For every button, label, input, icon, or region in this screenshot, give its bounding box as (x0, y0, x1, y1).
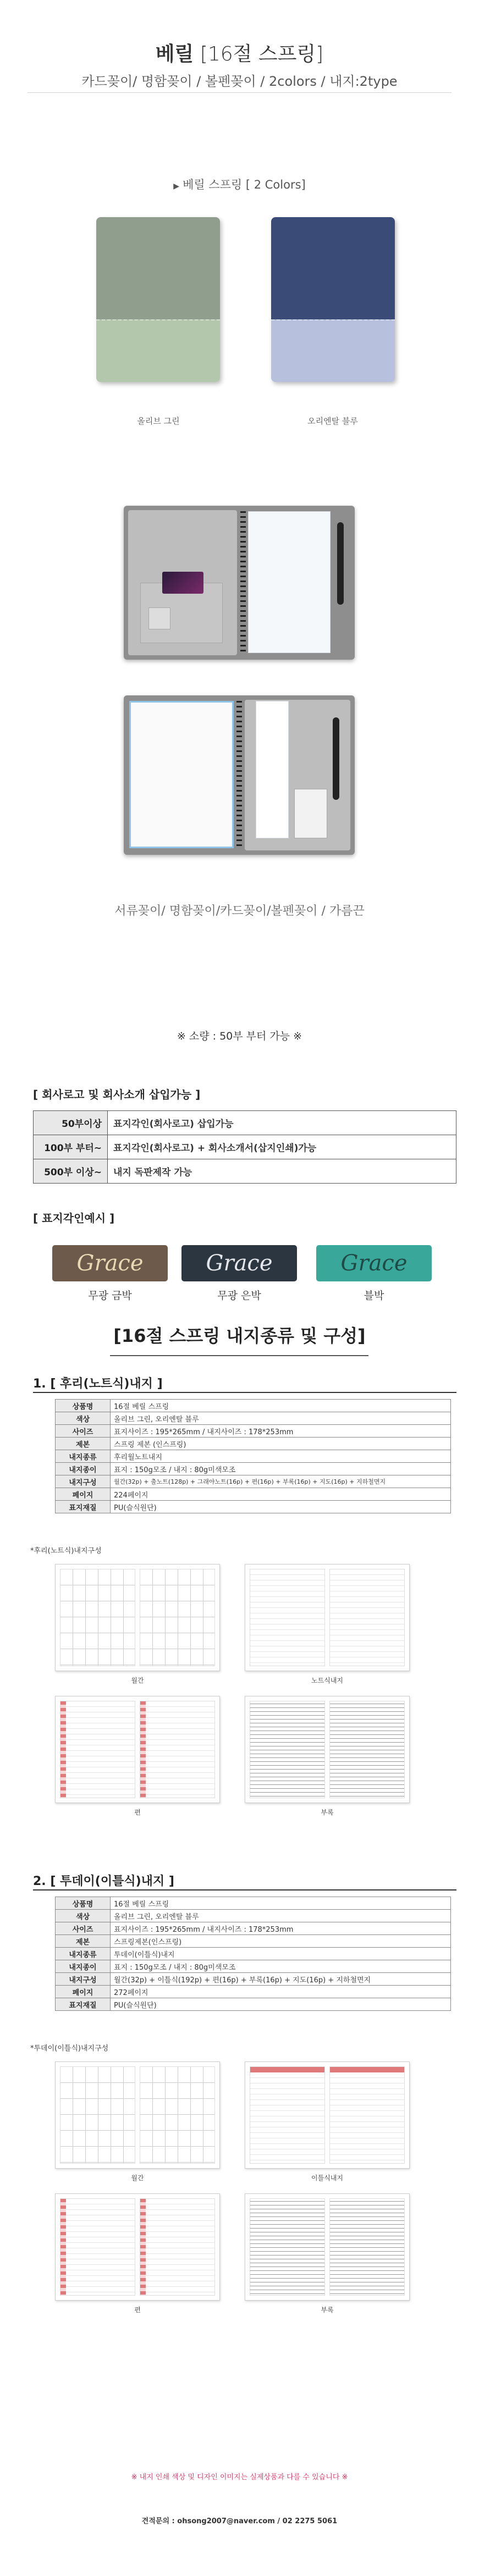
page-left (250, 1569, 325, 1666)
spec-key: 내지종이 (56, 1463, 111, 1475)
spec-key: 표지재질 (56, 1501, 111, 1513)
thumb-caption: 월간 (131, 2174, 144, 2182)
table-row (56, 1948, 451, 1960)
product-title (0, 38, 479, 67)
emboss-heading: [ 표지각인예시 ] (33, 1212, 115, 1225)
spec-value: 월간(32p) + 출노트(128p) + 그래야노트(16p) + 편(16p) + 부록(16p) + 지도(16p) + 지하철면지 (111, 1475, 451, 1488)
page-accent (140, 2199, 146, 2295)
spec-key: 사이즈 (56, 1425, 111, 1438)
table-row (56, 1973, 451, 1986)
page-right (140, 1701, 215, 1798)
thumb-two-day-pages (245, 2061, 410, 2169)
diary-cover-bottom (96, 319, 220, 382)
emboss-caption-silver: 무광 은박 (217, 1290, 261, 1302)
table-row (56, 1400, 451, 1412)
emboss-caption-blind: 블박 (364, 1290, 384, 1302)
spec-key: 상품명 (56, 1897, 111, 1910)
spec-key: 제본 (56, 1438, 111, 1450)
emboss-badge-blind: Grace (316, 1245, 432, 1281)
imprint-table (33, 1110, 456, 1184)
diary-cover-bottom (271, 319, 395, 382)
spec-value: 16절 베릴 스프링 (111, 1400, 451, 1412)
table-row (56, 1922, 451, 1935)
table-row (56, 1450, 451, 1463)
spec-value: 표지 : 150g모조 / 내지 : 80g미색모조 (111, 1960, 451, 1973)
product-subtitle: 카드꽂이/ 명함꽂이 / 볼펜꽂이 / 2colors / 내지:2type (81, 74, 398, 89)
spec-value: 표지사이즈 : 195*265mm / 내지사이즈 : 178*253mm (111, 1425, 451, 1438)
pen (333, 717, 339, 800)
imprint-heading: [ 회사로고 및 회사소개 삽입가능 ] (33, 1088, 201, 1101)
emboss-badge-gold: Grace (52, 1245, 168, 1281)
imprint-qty: 500부 이상~ (34, 1159, 108, 1184)
emboss-badge-silver: Grace (181, 1245, 297, 1281)
table-row (56, 1998, 451, 2011)
pen-pocket-sheet (256, 701, 289, 838)
imprint-qty: 100부 부터~ (34, 1135, 108, 1159)
thumb-monthly (55, 1564, 220, 1671)
type1-structure-label: *후리(노트식)내지구성 (30, 1547, 102, 1555)
thumb-caption: 월간 (131, 1677, 144, 1684)
page-accent (140, 1701, 146, 1798)
thumb-appendix (245, 1696, 410, 1803)
minimum-order-notice: ※ 소량 : 50부 부터 가능 ※ (177, 1030, 302, 1042)
type1-spec-table (55, 1399, 451, 1513)
open-diary-photo-2 (124, 695, 355, 855)
spec-value: 표지 : 150g모조 / 내지 : 80g미색모조 (111, 1463, 451, 1475)
page-left (250, 2198, 325, 2296)
page-right (140, 2066, 215, 2164)
thumb-appendix (245, 2193, 410, 2301)
spec-key: 내지구성 (56, 1475, 111, 1488)
thumb-caption: 부록 (321, 1809, 334, 1816)
table-row (34, 1111, 456, 1135)
spec-key: 내지구성 (56, 1973, 111, 1986)
thumb-caption: 노트식내지 (311, 1677, 343, 1684)
spiral-binding (240, 511, 246, 653)
table-row (56, 1463, 451, 1475)
spec-value: 272페이지 (111, 1986, 451, 1998)
diary-oriental-blue (271, 217, 395, 382)
table-row (56, 1412, 451, 1425)
notebook-page (248, 511, 331, 653)
thumb-caption: 이틀식내지 (311, 2174, 343, 2182)
spiral-binding (236, 701, 242, 848)
page-left (60, 1569, 135, 1666)
spec-key: 페이지 (56, 1986, 111, 1998)
spec-key: 내지종이 (56, 1960, 111, 1973)
header-divider (27, 92, 452, 93)
product-type: [16절 스프링] (200, 43, 324, 65)
type2-divider (33, 1889, 456, 1890)
table-row (56, 1488, 451, 1501)
spec-value: 후리월노트내지 (111, 1450, 451, 1463)
imprint-qty: 50부이상 (34, 1111, 108, 1135)
thumb-caption: 부록 (321, 2306, 334, 2314)
color-caption-olive: 올리브 그린 (137, 416, 180, 426)
type2-structure-label: *투데이(이틀식)내지구성 (30, 2044, 109, 2053)
spec-key: 표지재질 (56, 1998, 111, 2011)
spec-key: 내지종류 (56, 1450, 111, 1463)
spec-value: 스프링 제본 (인스프링) (111, 1438, 451, 1450)
table-row (56, 1910, 451, 1922)
table-row (56, 1438, 451, 1450)
thumb-monthly (55, 2061, 220, 2169)
spec-value: 표지사이즈 : 195*265mm / 내지사이즈 : 178*253mm (111, 1922, 451, 1935)
imprint-desc: 표지각인(회사로고) 삽입가능 (108, 1111, 456, 1135)
page-accent (330, 2067, 404, 2072)
page-right (329, 2066, 405, 2164)
inner-types-title: [16절 스프링 내지종류 및 구성] (113, 1325, 366, 1346)
page-accent (60, 2199, 66, 2295)
table-row (56, 1425, 451, 1438)
card-slot (148, 607, 170, 629)
spec-value: 올리브 그린, 오리엔탈 블루 (111, 1412, 451, 1425)
table-row (56, 1897, 451, 1910)
disclaimer-note: ※ 내지 인쇄 색상 및 디자인 이미지는 실제상품과 다를 수 있습니다 ※ (131, 2473, 348, 2481)
spec-value: 224페이지 (111, 1488, 451, 1501)
pen (337, 522, 344, 605)
spec-value: 스프링제본(인스프링) (111, 1935, 451, 1948)
features-text: 서류꽂이/ 명함꽂이/카드꽂이/볼펜꽂이 / 가름끈 (114, 904, 365, 918)
spec-value: PU(슬식원단) (111, 1998, 451, 2011)
spec-value: PU(슬식원단) (111, 1501, 451, 1513)
page-left (250, 1701, 325, 1798)
table-row (34, 1135, 456, 1159)
table-row (56, 1986, 451, 1998)
table-row (56, 1960, 451, 1973)
thumb-note-pages (245, 1564, 410, 1671)
open-diary-photo-1 (124, 506, 355, 660)
page-left (60, 2066, 135, 2164)
thumb-pen (55, 1696, 220, 1803)
page-right (140, 1569, 215, 1666)
spec-value: 올리브 그린, 오리엔탈 블루 (111, 1910, 451, 1922)
table-row (56, 1501, 451, 1513)
spec-value: 16절 베릴 스프링 (111, 1897, 451, 1910)
page-right (140, 2198, 215, 2296)
table-row (56, 1935, 451, 1948)
table-row (34, 1159, 456, 1184)
diary-cover-top (271, 217, 395, 319)
color-caption-blue: 오리엔탈 블루 (307, 416, 358, 426)
page-accent (60, 1701, 66, 1798)
page-left (60, 1701, 135, 1798)
page-right (329, 1569, 405, 1666)
imprint-desc: 내지 독판제작 가능 (108, 1159, 456, 1184)
product-name: 베릴 (155, 43, 194, 65)
page-left (60, 2198, 135, 2296)
thumb-pen (55, 2193, 220, 2301)
thumb-caption: 편 (134, 1809, 141, 1816)
diary-stitch (271, 319, 395, 320)
spec-key: 상품명 (56, 1400, 111, 1412)
spec-key: 색상 (56, 1910, 111, 1922)
table-row (56, 1475, 451, 1488)
colors-label (0, 176, 479, 192)
type1-divider (33, 1392, 456, 1393)
colors-label-text: 베릴 스프링 [ 2 Colors] (183, 178, 306, 191)
page-right (329, 1701, 405, 1798)
spec-key: 제본 (56, 1935, 111, 1948)
diary-inner-page (129, 701, 234, 848)
page-right (329, 2198, 405, 2296)
diary-stitch (96, 319, 220, 320)
title-underline (110, 1355, 368, 1356)
triangle-right-icon: ▶ (173, 182, 180, 191)
imprint-desc: 표지각인(회사로고) + 회사소개서(삽지인쇄)가능 (108, 1135, 456, 1159)
spec-key: 페이지 (56, 1488, 111, 1501)
spec-key: 색상 (56, 1412, 111, 1425)
type1-heading: 1. [ 후리(노트식)내지 ] (33, 1377, 163, 1391)
spec-value: 투데이(이틀식)내지 (111, 1948, 451, 1960)
card-in-slot (162, 572, 203, 594)
page-left (250, 2066, 325, 2164)
type2-spec-table (55, 1897, 451, 2011)
thumb-caption: 편 (134, 2306, 141, 2314)
spec-key: 사이즈 (56, 1922, 111, 1935)
business-card-slot (294, 789, 327, 838)
spec-key: 내지종류 (56, 1948, 111, 1960)
contact-info: 견적문의 : ohsong2007@naver.com / 02 2275 5061 (141, 2517, 338, 2525)
diary-olive-green (96, 217, 220, 382)
type2-heading: 2. [ 투데이(이틀식)내지 ] (33, 1875, 174, 1888)
diary-cover-top (96, 217, 220, 319)
spec-value: 월간(32p) + 이틀식(192p) + 편(16p) + 부록(16p) + 지도(16p) + 지하철면지 (111, 1973, 451, 1986)
page-accent (250, 2067, 324, 2072)
emboss-caption-gold: 무광 금박 (88, 1290, 132, 1302)
